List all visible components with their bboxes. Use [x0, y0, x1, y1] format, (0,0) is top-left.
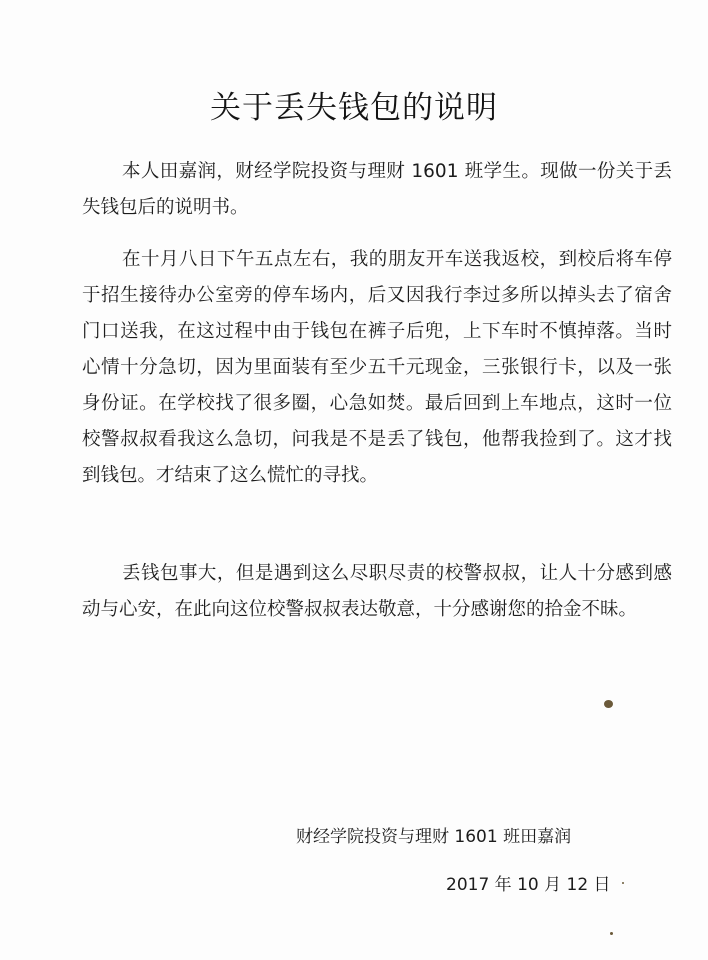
paragraph-thanks: 丢钱包事大，但是遇到这么尽职尽责的校警叔叔，让人十分感到感动与心安，在此向这位校警叔叔表达敬意，十分感谢您的拾金不昧。: [82, 563, 672, 620]
scan-speck: [610, 932, 613, 935]
date-line: 2017 年 10 月 12 日: [446, 875, 611, 895]
scan-speck: [622, 882, 624, 884]
scan-speck: [604, 700, 613, 708]
paragraph-intro: 本人田嘉润，财经学院投资与理财 1601 班学生。现做一份关于丢失钱包后的说明书。: [82, 161, 672, 218]
document-title: 关于丢失钱包的说明: [210, 90, 498, 126]
signature-line: 财经学院投资与理财 1601 班田嘉润: [296, 827, 572, 847]
paragraph-incident: 在十月八日下午五点左右，我的朋友开车送我返校，到校后将车停于招生接待办公室旁的停车场内，后又因我行李过多所以掉头去了宿舍门口送我，在这过程中由于钱包在裤子后兜，上下车时不慎掉落。当时心情十分急切，因为里面装有至少五千元现金，三张银行卡，以及一张身份证。在学校找了很多圈，心急如焚。最后回到上车地点，这时一位校警叔叔看我这么急切，问我是不是丢了钱包，他帮我捡到了。这才找到钱包。才结束了这么慌忙的寻找。: [82, 249, 672, 486]
